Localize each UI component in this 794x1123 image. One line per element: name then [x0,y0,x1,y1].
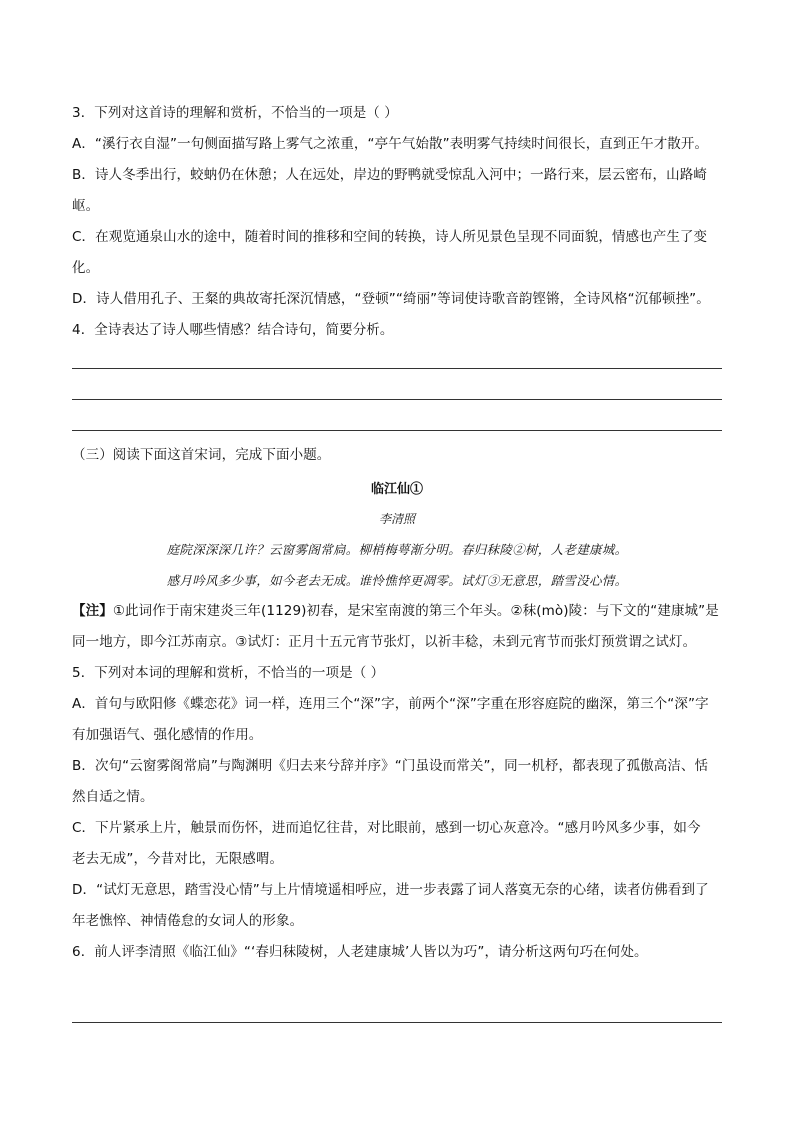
note-line-1 [72,602,722,620]
q5-stem: 5．下列对本词的理解和赏析，不恰当的一项是（ ） [72,665,385,681]
poem-title: 临江仙① [370,482,423,497]
answer-line-3 [72,430,722,431]
q3-stem: 3．下列对这首诗的理解和赏析，不恰当的一项是（ ） [72,105,398,121]
q3-option-a: A．“溪行衣自湿”一句侧面描写路上雾气之浓重，“亭午气始散”表明雾气持续时间很长，直到正午才散开。 [72,136,709,152]
q6-stem: 6．前人评李清照《临江仙》“‘春归秣陵树，人老建康城’人皆以为巧”，请分析这两句巧在何处。 [72,944,648,960]
note-label: 【注】 [72,603,113,619]
poem-line-2: 感月吟风多少事，如今老去无成。谁怜憔悴更凋零。试灯③无意思，踏雪没心情。 [166,573,628,588]
exam-page [72,0,722,1123]
poem-line-1: 庭院深深深几许？云窗雾阁常扃。柳梢梅萼渐分明。春归秣陵②树，人老建康城。 [166,542,628,557]
answer-line-4 [72,1022,722,1023]
q5-option-c-line1: C．下片紧承上片，触景而伤怀，进而追忆往昔，对比眼前，感到一切心灰意冷。“感月吟风多少事，如今 [72,820,701,836]
section3-intro: （三）阅读下面这首宋词，完成下面小题。 [72,447,331,463]
q5-option-d-line2: 年老憔悴、神情倦怠的女词人的形象。 [72,913,304,929]
answer-line-1 [72,368,722,369]
q4-stem: 4．全诗表达了诗人哪些情感？结合诗句，简要分析。 [72,322,394,338]
q3-option-c-line2: 化。 [72,260,100,276]
q5-option-b-line1: B．次句“云窗雾阁常扃”与陶渊明《归去来兮辞并序》“门虽设而常关”，同一机杼，都表现了孤傲高洁、恬 [72,758,709,774]
poem-author: 李清照 [378,512,415,526]
q5-option-d-line1: D．“试灯无意思，踏雪没心情”与上片情境遥相呼应，进一步表露了词人落寞无奈的心绪，读者仿佛看到了 [72,882,709,898]
note-text-1: ①此词作于南宋建炎三年(1129)初春，是宋室南渡的第三个年头。②秣(mò)陵：与下文的“建康城”是 [112,603,719,619]
q3-option-d: D．诗人借用孔子、王粲的典故寄托深沉情感，“登顿”“绮丽”等词使诗歌音韵铿锵，全诗风格“沉郁顿挫”。 [72,291,710,307]
q3-option-b-line2: 岖。 [72,198,100,214]
q3-option-b-line1: B．诗人冬季出行，蛟蚋仍在休憩；人在远处，岸边的野鸭就受惊乱入河中；一路行来，层云密布，山路崎 [72,167,707,183]
q5-option-b-line2: 然自适之情。 [72,789,154,805]
answer-line-2 [72,399,722,400]
note-line-2: 同一地方，即今江苏南京。③试灯：正月十五元宵节张灯，以祈丰稔，未到元宵节而张灯预赏谓之试灯。 [72,634,697,650]
q5-option-a-line1: A．首句与欧阳修《蝶恋花》词一样，连用三个“深”字，前两个“深”字重在形容庭院的幽深，第三个“深”字 [72,696,709,712]
q3-option-c-line1: C．在观览通泉山水的途中，随着时间的推移和空间的转换，诗人所见景色呈现不同面貌，情感也产生了变 [72,229,708,245]
q5-option-a-line2: 有加强语气、强化感情的作用。 [72,727,263,743]
q5-option-c-line2: 老去无成”，今昔对比，无限感喟。 [72,851,284,867]
